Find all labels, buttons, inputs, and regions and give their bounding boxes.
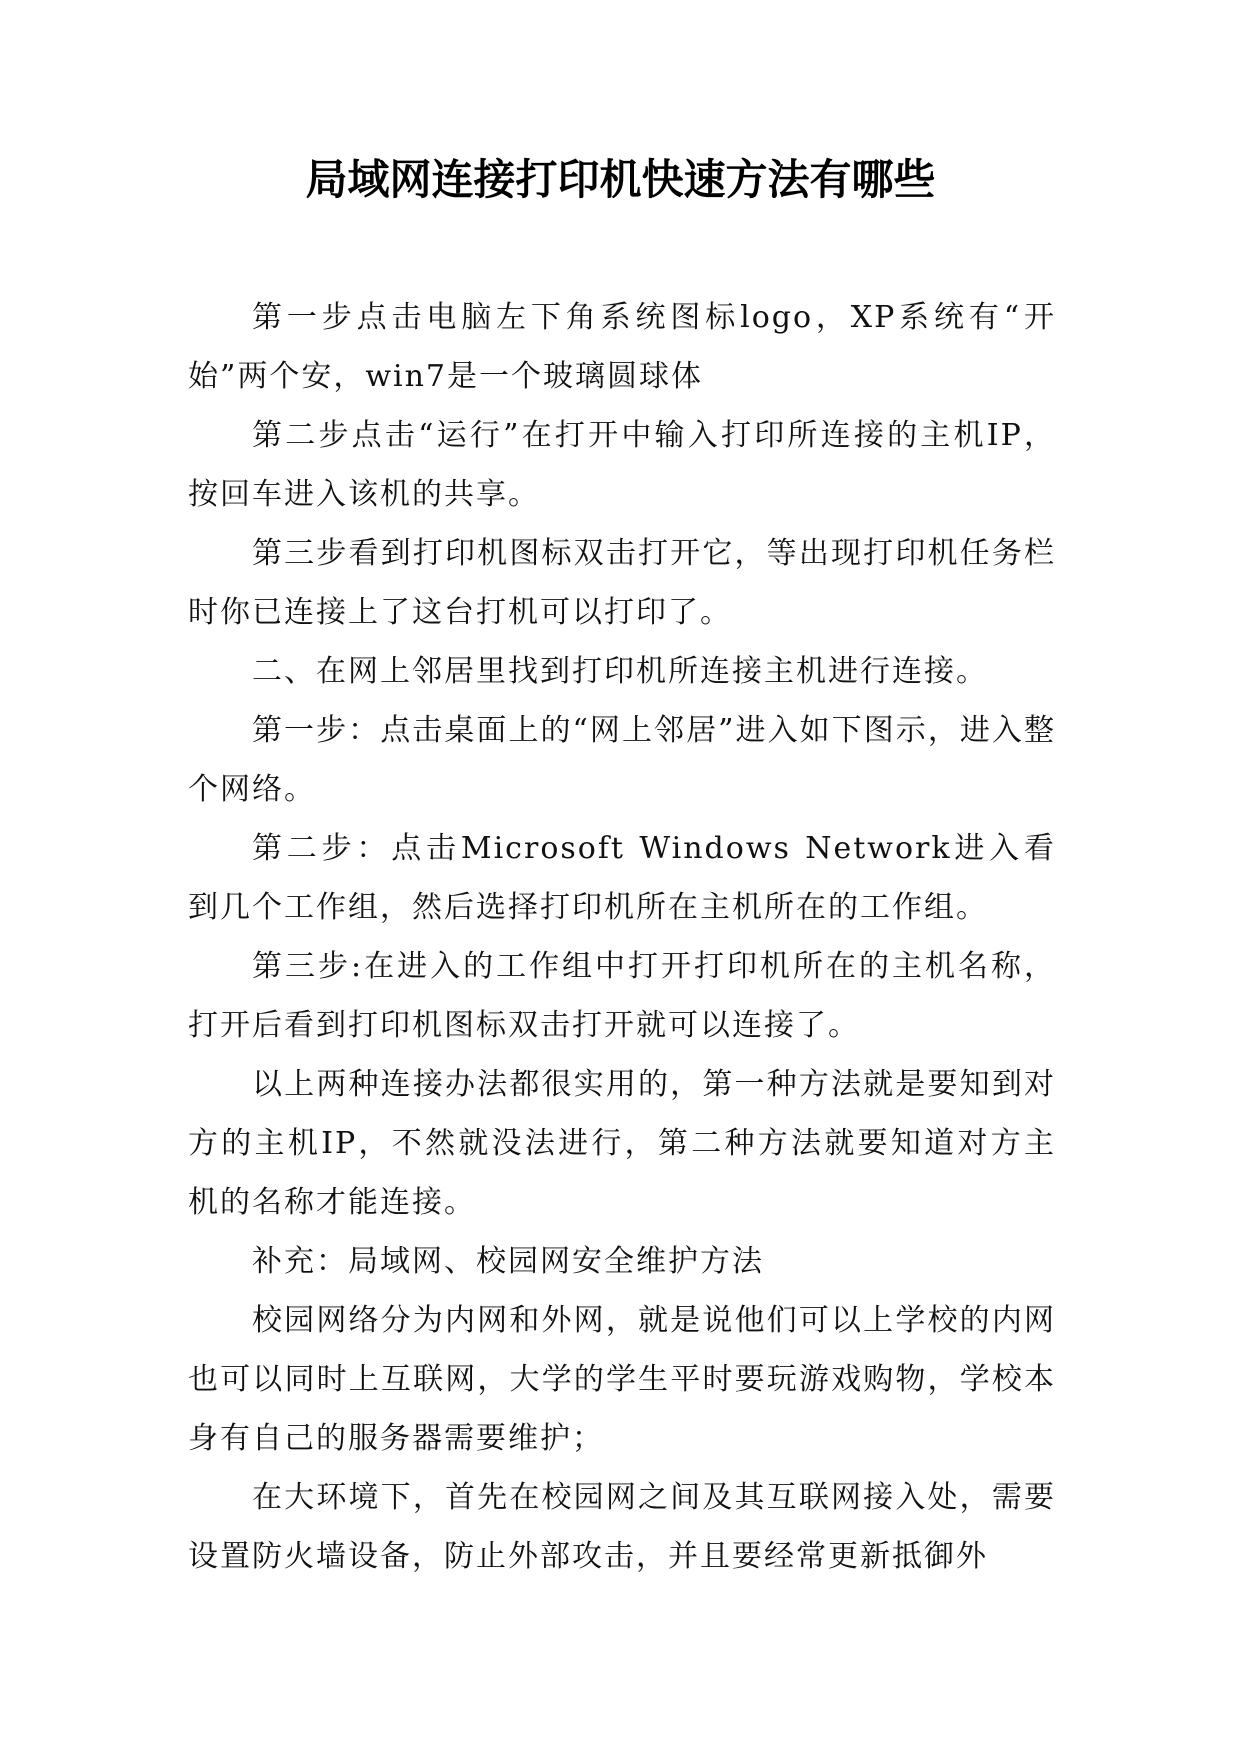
paragraph: 第三步:在进入的工作组中打开打印机所在的主机名称，打开后看到打印机图标双击打开就可以连接了。 — [188, 949, 1056, 1043]
paragraph: 第一步点击电脑左下角系统图标logo，XP系统有“开始”两个安，win7是一个玻璃圆球体 — [188, 300, 1056, 394]
paragraph: 以上两种连接办法都很实用的，第一种方法就是要知到对方的主机IP，不然就没法进行，第二种方法就要知道对方主机的名称才能连接。 — [188, 1067, 1056, 1220]
paragraph: 补充：局域网、校园网安全维护方法 — [252, 1244, 764, 1279]
paragraph: 在大环境下，首先在校园网之间及其互联网接入处，需要设置防火墙设备，防止外部攻击，并且要经常更新抵御外 — [188, 1480, 1056, 1574]
document-title: 局域网连接打印机快速方法有哪些 — [305, 155, 936, 204]
paragraph: 校园网络分为内网和外网，就是说他们可以上学校的内网也可以同时上互联网，大学的学生平时要玩游戏购物，学校本身有自己的服务器需要维护； — [188, 1303, 1056, 1456]
document-body — [188, 288, 1056, 1586]
paragraph: 第一步：点击桌面上的“网上邻居”进入如下图示，进入整个网络。 — [188, 713, 1056, 807]
paragraph: 二、在网上邻居里找到打印机所连接主机进行连接。 — [252, 654, 988, 689]
paragraph: 第三步看到打印机图标双击打开它，等出现打印机任务栏时你已连接上了这台打机可以打印了。 — [188, 536, 1056, 630]
paragraph: 第二步：点击Microsoft Windows Network进入看到几个工作组，然后选择打印机所在主机所在的工作组。 — [188, 831, 1056, 925]
paragraph: 第二步点击“运行”在打开中输入打印所连接的主机IP，按回车进入该机的共享。 — [188, 418, 1056, 512]
